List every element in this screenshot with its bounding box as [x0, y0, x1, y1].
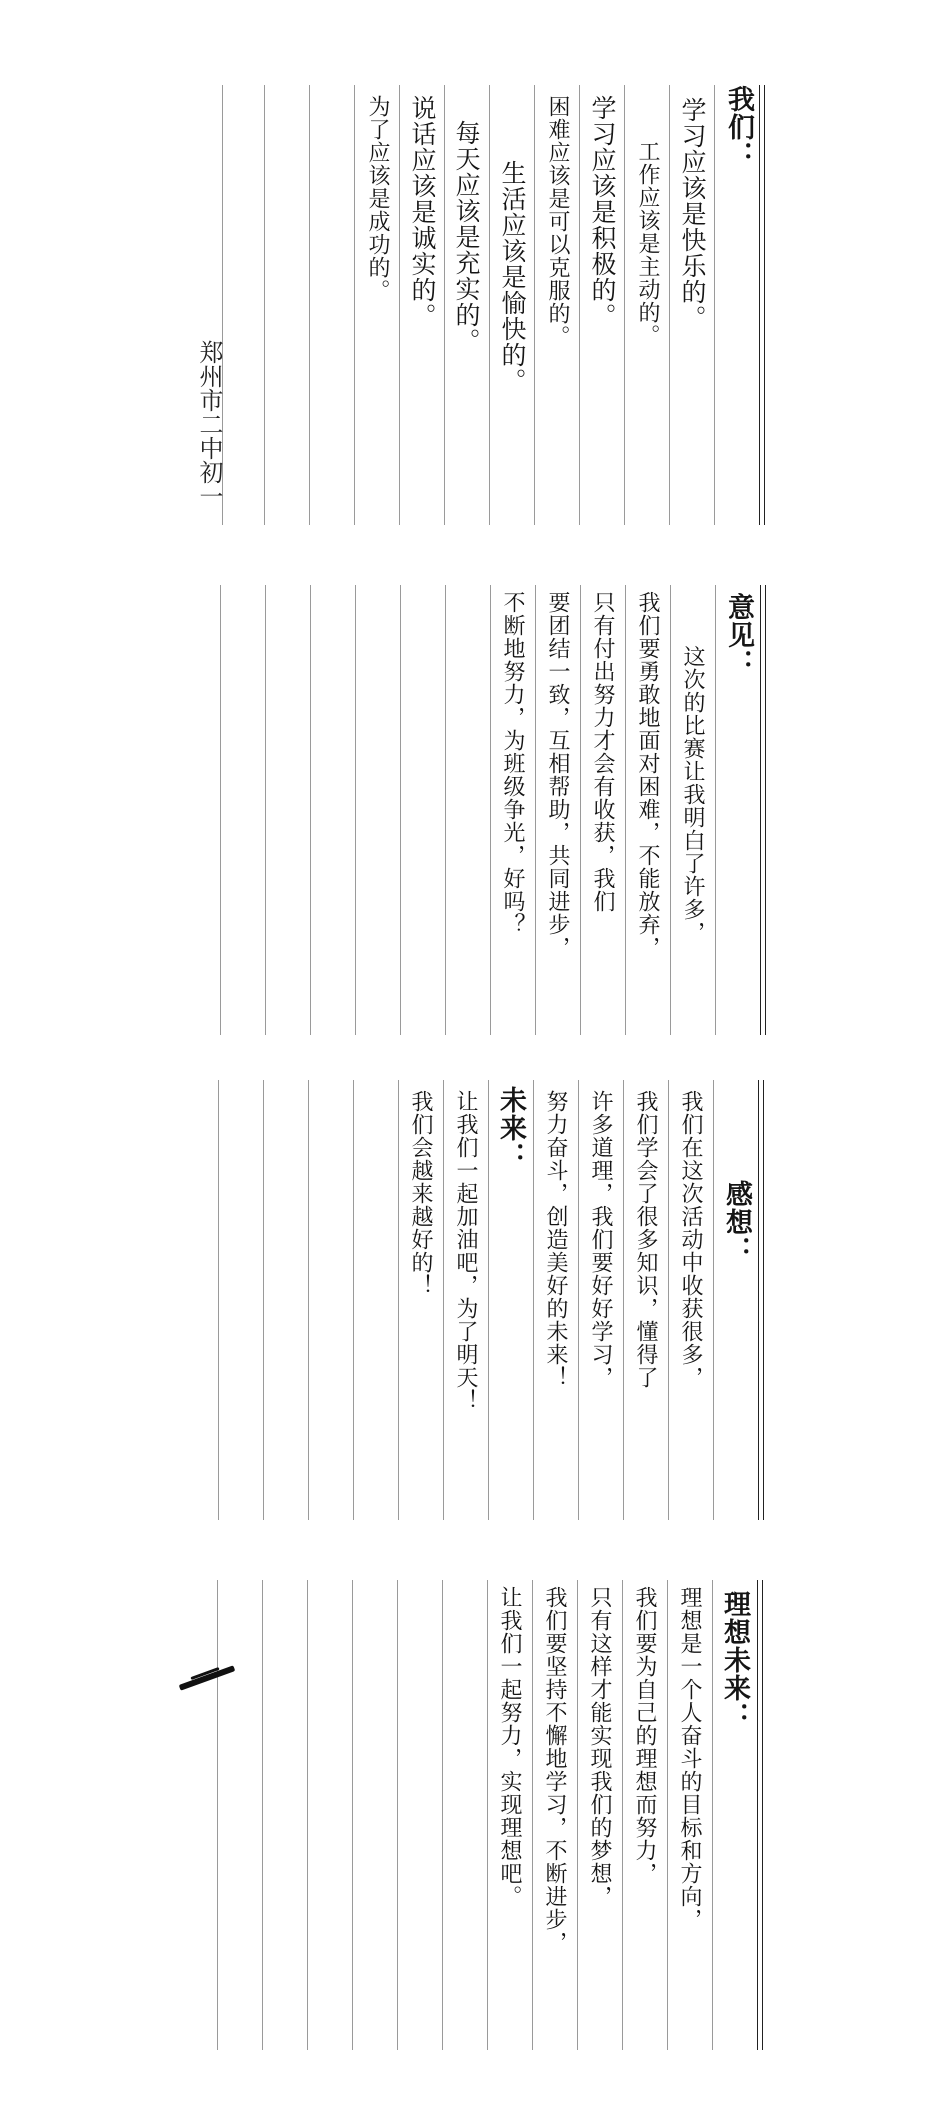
block1-line-1: 我们：: [723, 85, 754, 169]
block4-line-6: 让我们一起努力，实现理想吧。: [497, 1586, 522, 1908]
ruled-line: [309, 85, 310, 525]
block1-line-9: 为了应该是成功的。: [365, 95, 390, 302]
block2-line-5: 要团结一致，互相帮助，共同进步，: [545, 591, 570, 959]
ruled-line: [535, 585, 536, 1035]
block3-line-4: 许多道理，我们要好好学习，: [588, 1090, 613, 1389]
ruled-line: [444, 85, 445, 525]
ruled-line: [669, 85, 670, 525]
ruled-line: [353, 1080, 354, 1520]
ink-stroke-mark: [179, 1665, 236, 1690]
ruled-line: [623, 1080, 624, 1520]
block1-line-2: 学习应该是快乐的。: [678, 97, 707, 331]
ruled-line: [310, 585, 311, 1035]
ruled-line: [489, 85, 490, 525]
note-block-3: [218, 1080, 768, 1520]
block-border-right: [758, 1080, 759, 1520]
ruled-line: [488, 1080, 489, 1520]
ruled-line: [445, 585, 446, 1035]
block1-line-8: 说话应该是诚实的。: [408, 95, 437, 329]
ruled-line: [307, 1580, 308, 2050]
ruled-line: [715, 585, 716, 1035]
block2-line-2: 这次的比赛让我明白了许多，: [680, 645, 705, 944]
ruled-line: [355, 585, 356, 1035]
ruled-line: [712, 1580, 713, 2050]
note-block-4: [212, 1580, 767, 2050]
block3-line-6: 未来：: [495, 1086, 526, 1170]
ruled-line: [533, 1080, 534, 1520]
ruled-line: [577, 1580, 578, 2050]
note-block-2: [220, 585, 770, 1035]
block1-line-7: 每天应该是充实的。: [452, 120, 481, 354]
ruled-line: [308, 1080, 309, 1520]
ruled-line: [578, 1080, 579, 1520]
block-border-right-inner: [765, 585, 766, 1035]
block3-line-1: 感想：: [721, 1180, 752, 1264]
block4-line-4: 只有这样才能实现我们的梦想，: [587, 1586, 612, 1908]
block4-line-3: 我们要为自己的理想而努力，: [632, 1586, 657, 1885]
ruled-line: [490, 585, 491, 1035]
note-block-1: [195, 85, 767, 525]
block1-line-5: 困难应该是可以克服的。: [545, 95, 570, 348]
ruled-line: [668, 1080, 669, 1520]
ruled-line: [442, 1580, 443, 2050]
ruled-line: [443, 1080, 444, 1520]
block4-line-5: 我们要坚持不懈地学习，不断进步，: [542, 1586, 567, 1954]
block2-line-6: 不断地努力，为班级争光，好吗？: [500, 591, 525, 936]
block2-line-4: 只有付出努力才会有收获，我们: [590, 591, 615, 913]
ruled-line: [398, 1080, 399, 1520]
block3-line-8: 我们会越来越好的！: [408, 1090, 433, 1297]
signature: 郑州市二中初一: [195, 340, 223, 508]
ruled-line: [217, 1580, 218, 2050]
ruled-line: [220, 585, 221, 1035]
ruled-line: [400, 585, 401, 1035]
ruled-line: [624, 85, 625, 525]
ruled-line: [622, 1580, 623, 2050]
ruled-line: [714, 85, 715, 525]
ruled-line: [667, 1580, 668, 2050]
block2-line-1: 意见：: [723, 593, 754, 677]
block-border-right: [760, 585, 761, 1035]
ruled-line: [625, 585, 626, 1035]
ruled-line: [218, 1080, 219, 1520]
block2-line-3: 我们要勇敢地面对困难，不能放弃，: [635, 591, 660, 959]
ruled-line: [263, 1080, 264, 1520]
block3-line-7: 让我们一起加油吧，为了明天！: [453, 1090, 478, 1412]
block3-line-5: 努力奋斗，创造美好的未来！: [543, 1090, 568, 1389]
ruled-line: [352, 1580, 353, 2050]
ruled-line: [534, 85, 535, 525]
ruled-line: [532, 1580, 533, 2050]
block3-line-2: 我们在这次活动中收获很多，: [678, 1090, 703, 1389]
ruled-line: [713, 1080, 714, 1520]
block4-line-1: 理想未来：: [719, 1590, 750, 1730]
ruled-line: [670, 585, 671, 1035]
block-border-right-inner: [762, 1580, 763, 2050]
block-border-right-inner: [763, 1080, 764, 1520]
ruled-line: [354, 85, 355, 525]
block-border-right: [757, 1580, 758, 2050]
block-border-right: [759, 85, 760, 525]
ruled-line: [580, 585, 581, 1035]
block3-line-3: 我们学会了很多知识，懂得了: [633, 1090, 658, 1389]
ruled-line: [264, 85, 265, 525]
ruled-line: [397, 1580, 398, 2050]
block1-line-6: 生活应该是愉快的。: [498, 160, 527, 394]
block1-line-4: 学习应该是积极的。: [588, 95, 617, 329]
ruled-line: [265, 585, 266, 1035]
block-border-right-inner: [764, 85, 765, 525]
ruled-line: [487, 1580, 488, 2050]
ruled-line: [262, 1580, 263, 2050]
ruled-line: [399, 85, 400, 525]
block4-line-2: 理想是一个人奋斗的目标和方向，: [677, 1586, 702, 1931]
block1-line-3: 工作应该是主动的。: [635, 140, 660, 347]
ruled-line: [579, 85, 580, 525]
